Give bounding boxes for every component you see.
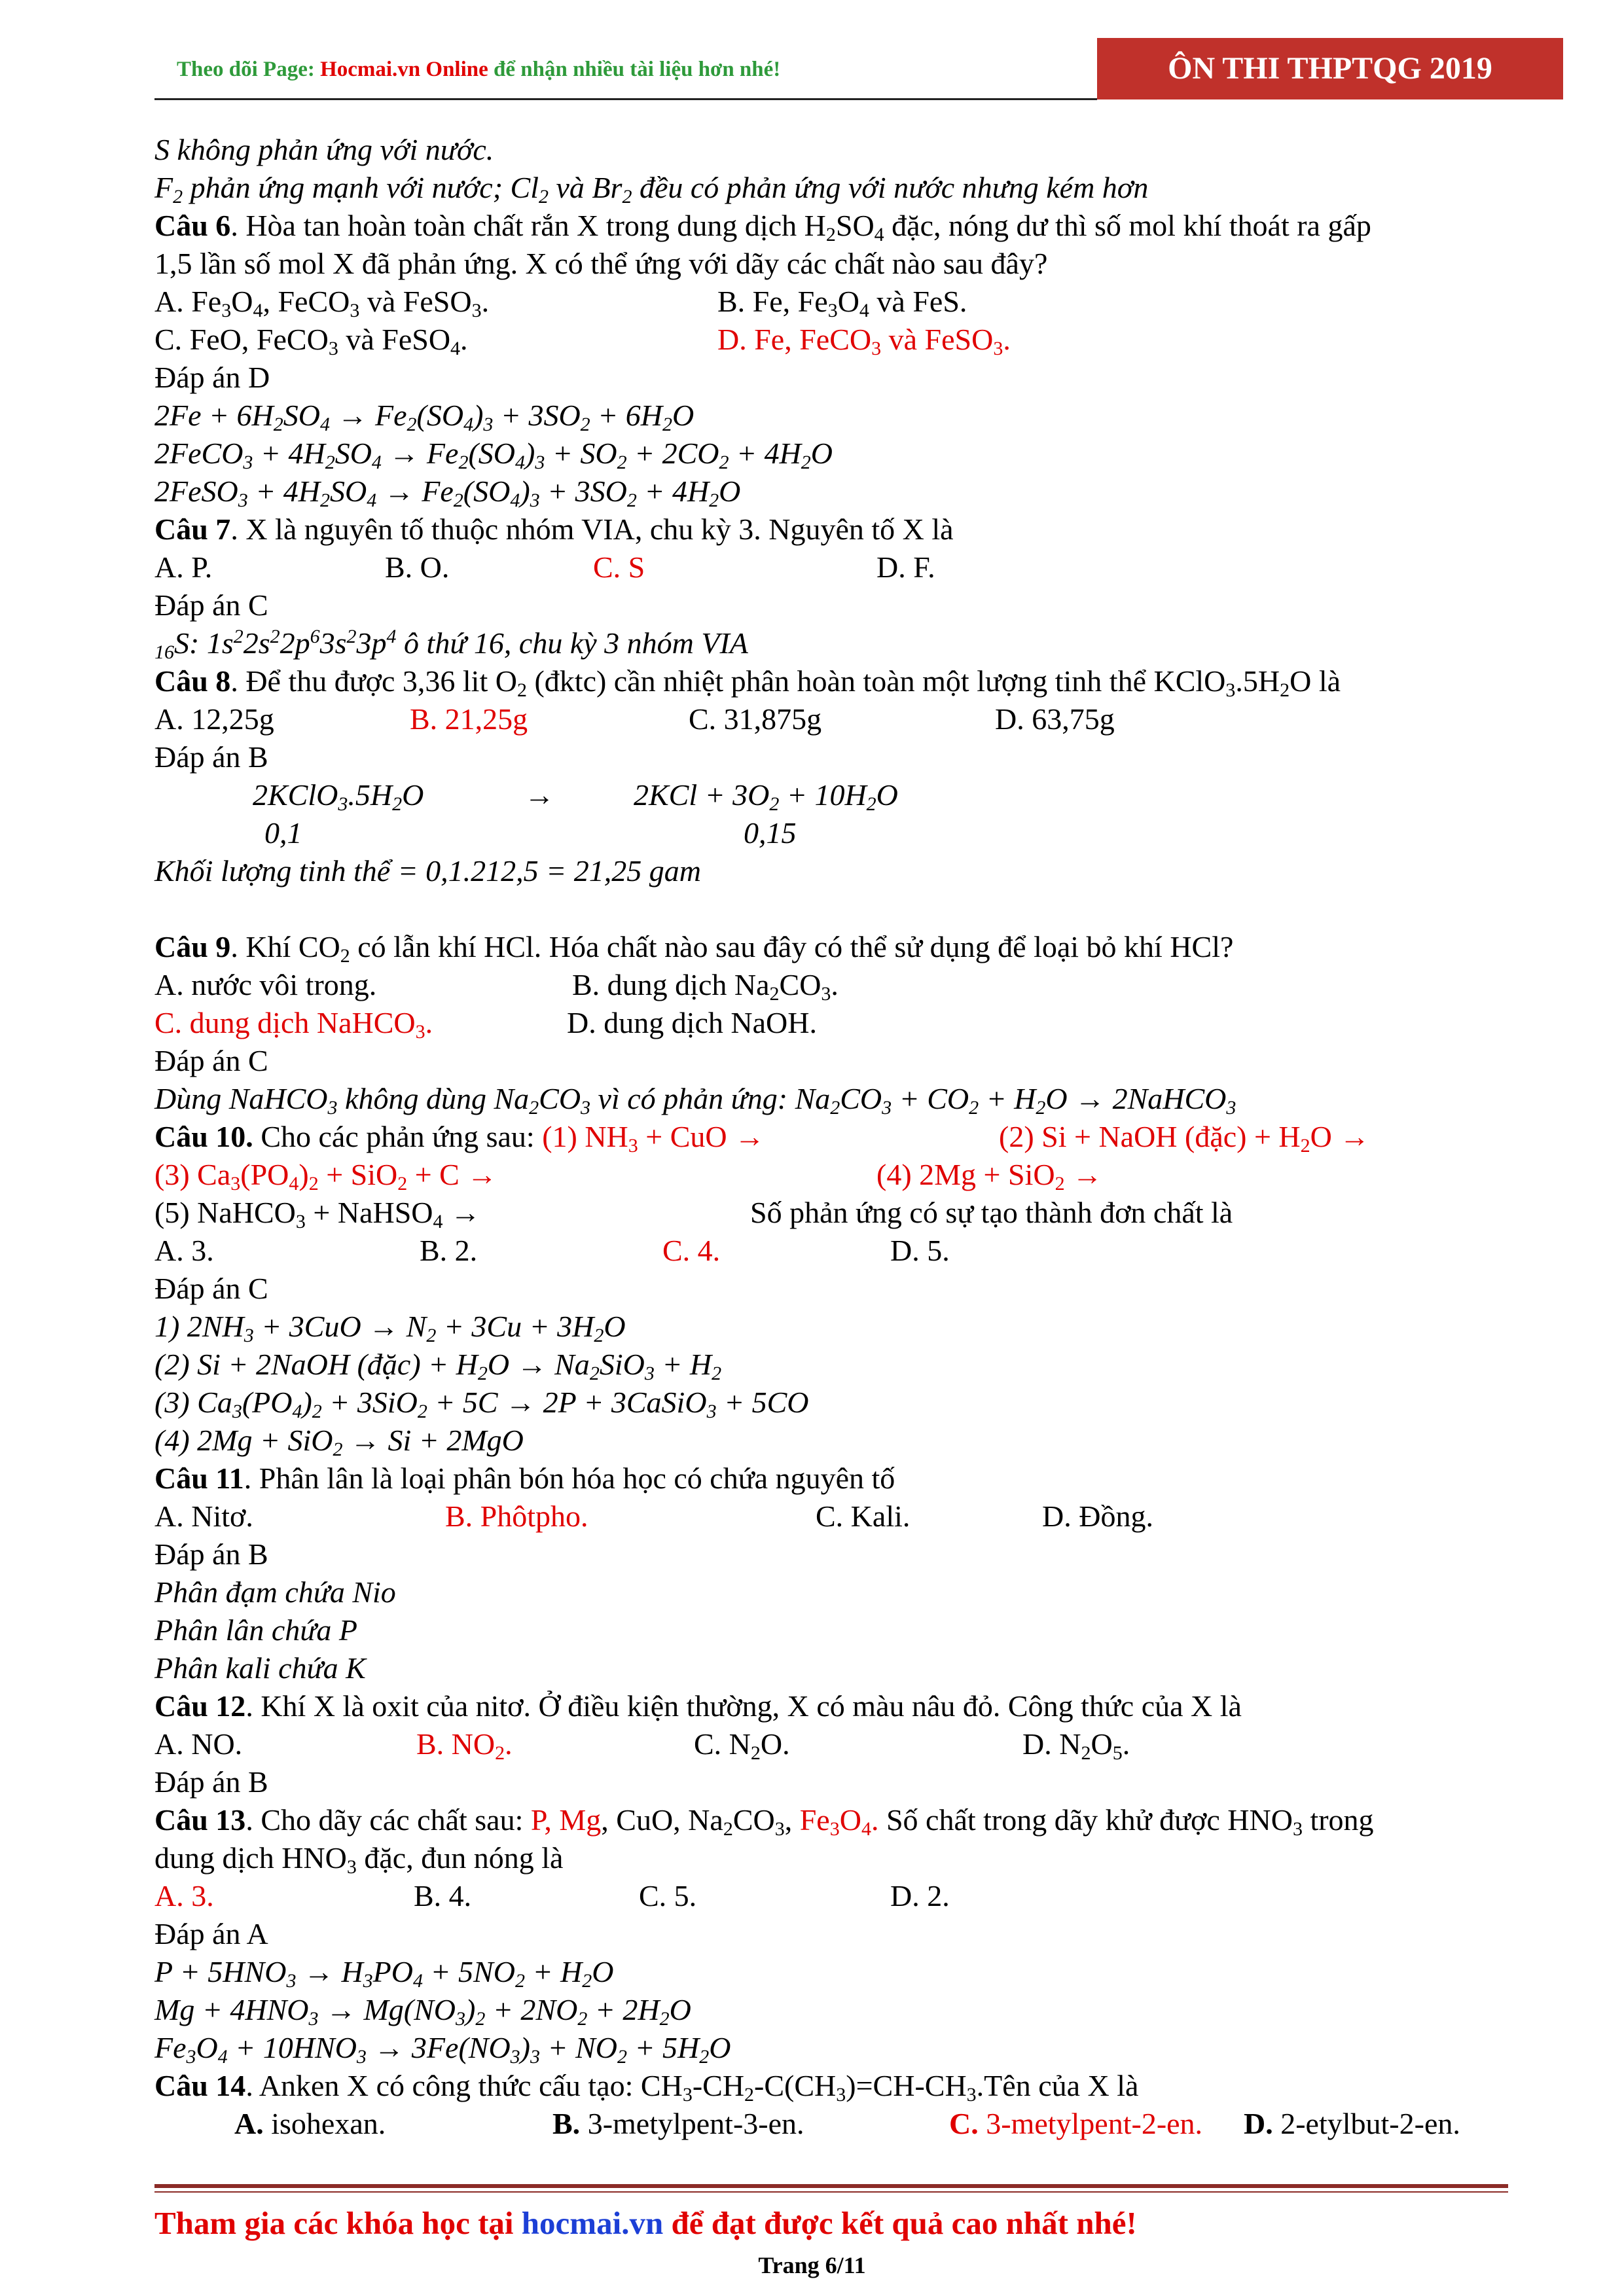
option-a: A. 3. xyxy=(154,1234,214,1267)
question-9: Câu 9. Khí $CO_2$ có lẫn khí HCl. Hóa chất nào sau đây có thể sử dụng để loại bỏ khí HCl? xyxy=(154,930,1234,967)
equation: 2FeCO$_3$ + $4H_2SO_4 \to Fe_2(SO_4)_3 + SO_2 + 2CO_2 + 4H_2O$ xyxy=(154,437,833,473)
option-c: C. 31,875g xyxy=(689,702,822,736)
equation: 1) $2NH_3 + 3CuO \to N_2 + 3Cu + 3H_2O$ xyxy=(154,1310,626,1346)
option-c-correct: C. 3-metylpent-2-en. xyxy=(949,2107,1203,2140)
equation: $2KClO_3.5H_2O$ → $2KCl + 3O_2 + 10H_2O$ xyxy=(253,778,898,815)
footer-rule xyxy=(154,2184,1508,2188)
options-row xyxy=(154,966,1568,1004)
answer-label: Đáp án C xyxy=(154,1272,268,1305)
options-row xyxy=(154,1498,1568,1535)
footer-rule xyxy=(154,2191,1508,2193)
header-badge: ÔN THI THPTQG 2019 xyxy=(1097,38,1563,99)
option-c: C. FeO, FeCO$_3$ và FeSO$_4$. xyxy=(154,323,468,359)
text-line: Phân lân chứa P xyxy=(154,1613,357,1647)
option-d: D. Đồng. xyxy=(1042,1499,1153,1533)
options-row xyxy=(154,1877,1568,1915)
reactions-row: (3) $Ca_3(PO_4)_2 + SiO_2 + C$ → (4) 2Mg + SiO$_2$ → xyxy=(154,1158,1103,1194)
equation: $Fe_3O_4 + 10HNO_3 \to 3Fe(NO_3)_3 + NO_2 + 5H_2O$ xyxy=(154,2031,731,2068)
text-line: Khối lượng tinh thể = 0,1.212,5 = 21,25 gam xyxy=(154,854,701,888)
option-a: A. 12,25g xyxy=(154,702,274,736)
option-c: C. $N_2O$. xyxy=(694,1727,790,1764)
options-row xyxy=(154,321,1568,359)
equation: (3) $Ca_3(PO_4)_2 + 3SiO_2 + 5C \to 2P$ + 3CaSiO$_3$ + 5CO xyxy=(154,1386,809,1422)
options-row xyxy=(154,283,1568,321)
option-d: D. 2. xyxy=(890,1879,950,1912)
spacer xyxy=(154,890,1568,928)
equation: (2) Si + 2NaOH (đặc) + $H_2O \to Na_2SiO_3 + H_2$ xyxy=(154,1348,722,1384)
options-row xyxy=(154,1725,1568,1763)
text-line: Phân đạm chứa Nio xyxy=(154,1575,396,1609)
option-b: B. 4. xyxy=(414,1879,472,1912)
option-a: A. P. xyxy=(154,550,213,584)
question-12: Câu 12. Khí X là oxit của nitơ. Ở điều kiện thường, X có màu nâu đỏ. Công thức của X là xyxy=(154,1689,1242,1723)
equation: (4) 2Mg + SiO$_2$ → Si + 2MgO xyxy=(154,1424,524,1460)
answer-label: Đáp án B xyxy=(154,1537,268,1571)
options-row xyxy=(154,2105,1568,2143)
options-row xyxy=(154,548,1568,586)
footer-link[interactable]: hocmai.vn xyxy=(521,2205,664,2241)
text-line: $F_2$ phản ứng mạnh với nước; $Cl_2$ và $Br_2$ đều có phản ứng với nước nhưng kém hơn xyxy=(154,171,1149,207)
document-body xyxy=(154,131,1568,2143)
option-b-correct: B. $NO_2$. xyxy=(416,1727,513,1764)
option-b-correct: B. 21,25g xyxy=(410,702,528,736)
option-c-correct: C. S xyxy=(593,550,645,584)
option-b: B. O. xyxy=(385,550,450,584)
explanation: Dùng NaHCO$_3$ không dùng $Na_2CO_3$ vì có phản ứng: $Na_2CO_3 + CO_2 + H_2O$ → 2NaHCO$_3$ xyxy=(154,1082,1236,1119)
equation: $2Fe + 6H_2SO_4 \to Fe_2(SO_4)_3 + 3SO_2 + 6H_2O$ xyxy=(154,399,695,435)
option-d: D. 2-etylbut-2-en. xyxy=(1244,2107,1460,2140)
option-b: B. 2. xyxy=(420,1234,478,1267)
header-rule xyxy=(154,98,1097,100)
question-7: Câu 7. X là nguyên tố thuộc nhóm VIA, chu kỳ 3. Nguyên tố X là xyxy=(154,512,954,546)
answer-label: Đáp án B xyxy=(154,1765,268,1799)
text-line: 1,5 lần số mol X đã phản ứng. X có thể ứng với dãy các chất nào sau đây? xyxy=(154,247,1048,280)
option-a: A. nước vôi trong. xyxy=(154,968,377,1001)
option-b: B. 3-metylpent-3-en. xyxy=(552,2107,804,2140)
options-row xyxy=(154,1004,1568,1042)
option-a: A. $Fe_3O_4$, FeCO$_3$ và FeSO$_3$. xyxy=(154,285,490,321)
answer-label: Đáp án C xyxy=(154,1044,268,1077)
text-line: S không phản ứng với nước. xyxy=(154,133,494,166)
option-d: D. dung dịch NaOH. xyxy=(567,1006,817,1039)
question-10: Câu 10. Cho các phản ứng sau: (1) $NH_3$ + CuO → (2) Si + NaOH (đặc) + $H_2O$ → xyxy=(154,1120,1370,1157)
answer-label: Đáp án B xyxy=(154,740,268,774)
question-14: Câu 14. Anken X có công thức cấu tạo: $CH_3-CH_2-C(CH_3)=CH-CH_3.Tên$ của X là xyxy=(154,2069,1139,2106)
header-note: Theo dõi Page: Hocmai.vn Online để nhận nhiều tài liệu hơn nhé! xyxy=(177,58,781,81)
equation: $Mg + 4HNO_3 \to Mg(NO_3)_2 + 2NO_2 + 2H_2O$ xyxy=(154,1993,691,2030)
mole-values: 0,1 0,15 xyxy=(264,816,797,850)
options-row xyxy=(154,700,1568,738)
option-c-correct: C. 4. xyxy=(662,1234,721,1267)
equation: $P + 5HNO_3 \to H_3PO_4 + 5NO_2 + H_2O$ xyxy=(154,1955,614,1992)
option-a: A. Nitơ. xyxy=(154,1499,253,1533)
option-d: D. $N_2O_5$. xyxy=(1022,1727,1130,1764)
question-6: Câu 6. Hòa tan hoàn toàn chất rắn X trong dung dịch $H_2SO_4$ đặc, nóng dư thì số mol khí thoát ra gấp xyxy=(154,209,1371,245)
option-c: C. Kali. xyxy=(816,1499,911,1533)
text-line: Phân kali chứa K xyxy=(154,1651,366,1685)
option-b-correct: B. Phôtpho. xyxy=(445,1499,588,1533)
question-8: Câu 8. Để thu được 3,36 lit $O_2$ (đktc) cần nhiệt phân hoàn toàn một lượng tinh thể $KClO_3.5H_2O$ là xyxy=(154,664,1341,701)
page-number: Trang 6/11 xyxy=(758,2252,866,2278)
electron-config: $_{16}$S: $1s^22s^22p^63s^23p^4$ ô thứ 16, chu kỳ 3 nhóm VIA xyxy=(154,626,748,663)
question-11: Câu 11. Phân lân là loại phân bón hóa học có chứa nguyên tố xyxy=(154,1462,895,1495)
option-b: B. dung dịch $Na_2CO_3$. xyxy=(572,968,839,1005)
answer-label: Đáp án C xyxy=(154,588,268,622)
header-link[interactable]: Hocmai.vn Online xyxy=(320,58,488,81)
text-line: dung dịch $HNO_3$ đặc, đun nóng là xyxy=(154,1841,564,1878)
reactions-row: (5) NaHCO$_3$ + NaHSO$_4$ → Số phản ứng có sự tạo thành đơn chất là xyxy=(154,1196,1233,1232)
answer-label: Đáp án D xyxy=(154,361,270,394)
question-13: Câu 13. Cho dãy các chất sau: P, Mg, CuO, $Na_2CO_3$, $Fe_3O_4$. Số chất trong dãy khử được $HNO_3$ trong xyxy=(154,1803,1374,1840)
option-d: D. 5. xyxy=(890,1234,950,1267)
option-c: C. 5. xyxy=(639,1879,697,1912)
option-d: D. F. xyxy=(876,550,935,584)
option-c-correct: C. dung dịch NaHCO$_3$. xyxy=(154,1006,433,1043)
option-a-correct: A. 3. xyxy=(154,1879,214,1912)
option-b: B. Fe, $Fe_3O_4$ và FeS. xyxy=(717,285,967,321)
option-d-correct: D. Fe, FeCO$_3$ và FeSO$_3$. xyxy=(717,323,1011,359)
option-a: A. isohexan. xyxy=(234,2107,386,2140)
footer-promo: Tham gia các khóa học tại hocmai.vn để đạt được kết quả cao nhất nhé! xyxy=(154,2205,1137,2241)
option-a: A. NO. xyxy=(154,1727,243,1761)
answer-label: Đáp án A xyxy=(154,1917,268,1950)
equation: 2FeSO$_3$ + $4H_2SO_4 \to Fe_2(SO_4)_3 + 3SO_2 + 4H_2O$ xyxy=(154,475,741,511)
options-row xyxy=(154,1232,1568,1270)
page-header xyxy=(0,0,1624,111)
option-d: D. 63,75g xyxy=(995,702,1115,736)
